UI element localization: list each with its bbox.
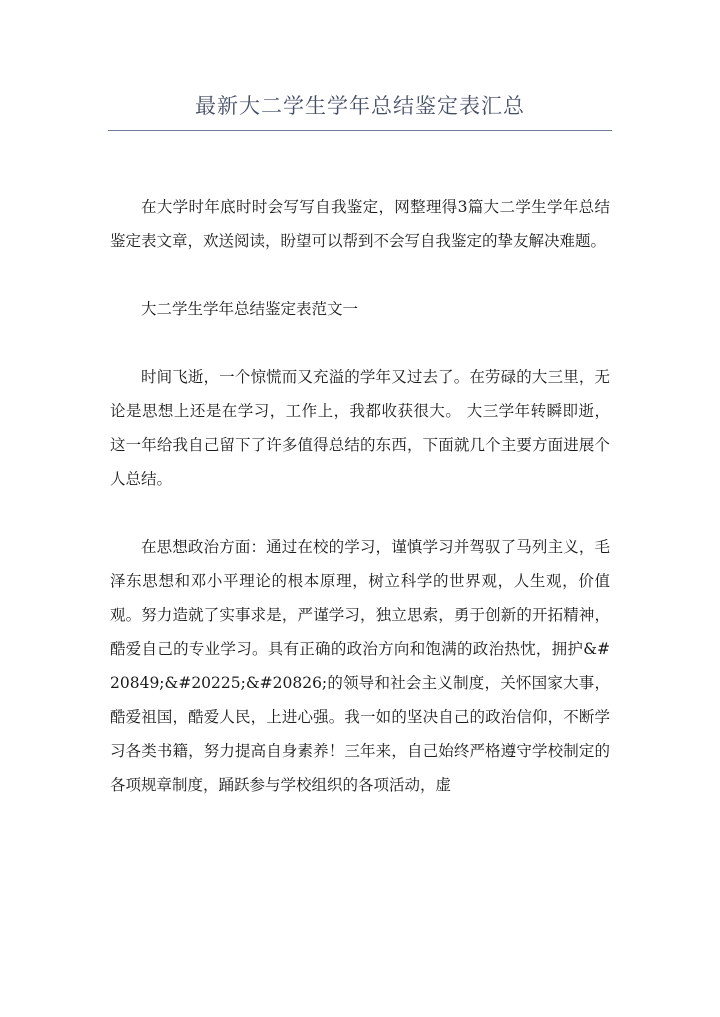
document-body [110,190,610,802]
paragraph-spacer [110,258,610,292]
section-heading: 大二学生学年总结鉴定表范文一 [141,300,359,318]
paragraph-spacer [110,326,610,360]
paragraph-spacer [110,496,610,530]
page-title: 最新大二学生学年总结鉴定表汇总 [195,94,525,118]
body-paragraph: 时间飞逝，一个惊慌而又充溢的学年又过去了。在劳碌的大三里，无论是思想上还是在学习，工作上，我都收获很大。 大三学年转瞬即逝，这一年给我自己留下了许多值得总结的东西，下面就几个主要方面进展个人总结。 [110,368,610,488]
title-divider [108,130,612,131]
body-paragraph: 在思想政治方面：通过在校的学习，谨慎学习并驾驭了马列主义，毛泽东思想和邓小平理论的根本原理，树立科学的世界观，人生观，价值观。努力造就了实事求是，严谨学习，独立思索，勇于创新的开拓精神，酷爱自己的专业学习。具有正确的政治方向和饱满的政治热忱，拥护&#20849;&#20225;&#20826;的领导和社会主义制度，关怀国家大事，酷爱祖国，酷爱人民，上进心强。我一如的坚决自己的政治信仰，不断学习各类书籍，努力提高自身素养！三年来，自己始终严格遵守学校制定的各项规章制度，踊跃参与学校组织的各项活动，虚 [110,538,610,794]
intro-paragraph: 在大学时年底时时会写写自我鉴定，网整理得3篇大二学生学年总结鉴定表文章，欢送阅读，盼望可以帮到不会写自我鉴定的挚友解决难题。 [110,198,610,250]
